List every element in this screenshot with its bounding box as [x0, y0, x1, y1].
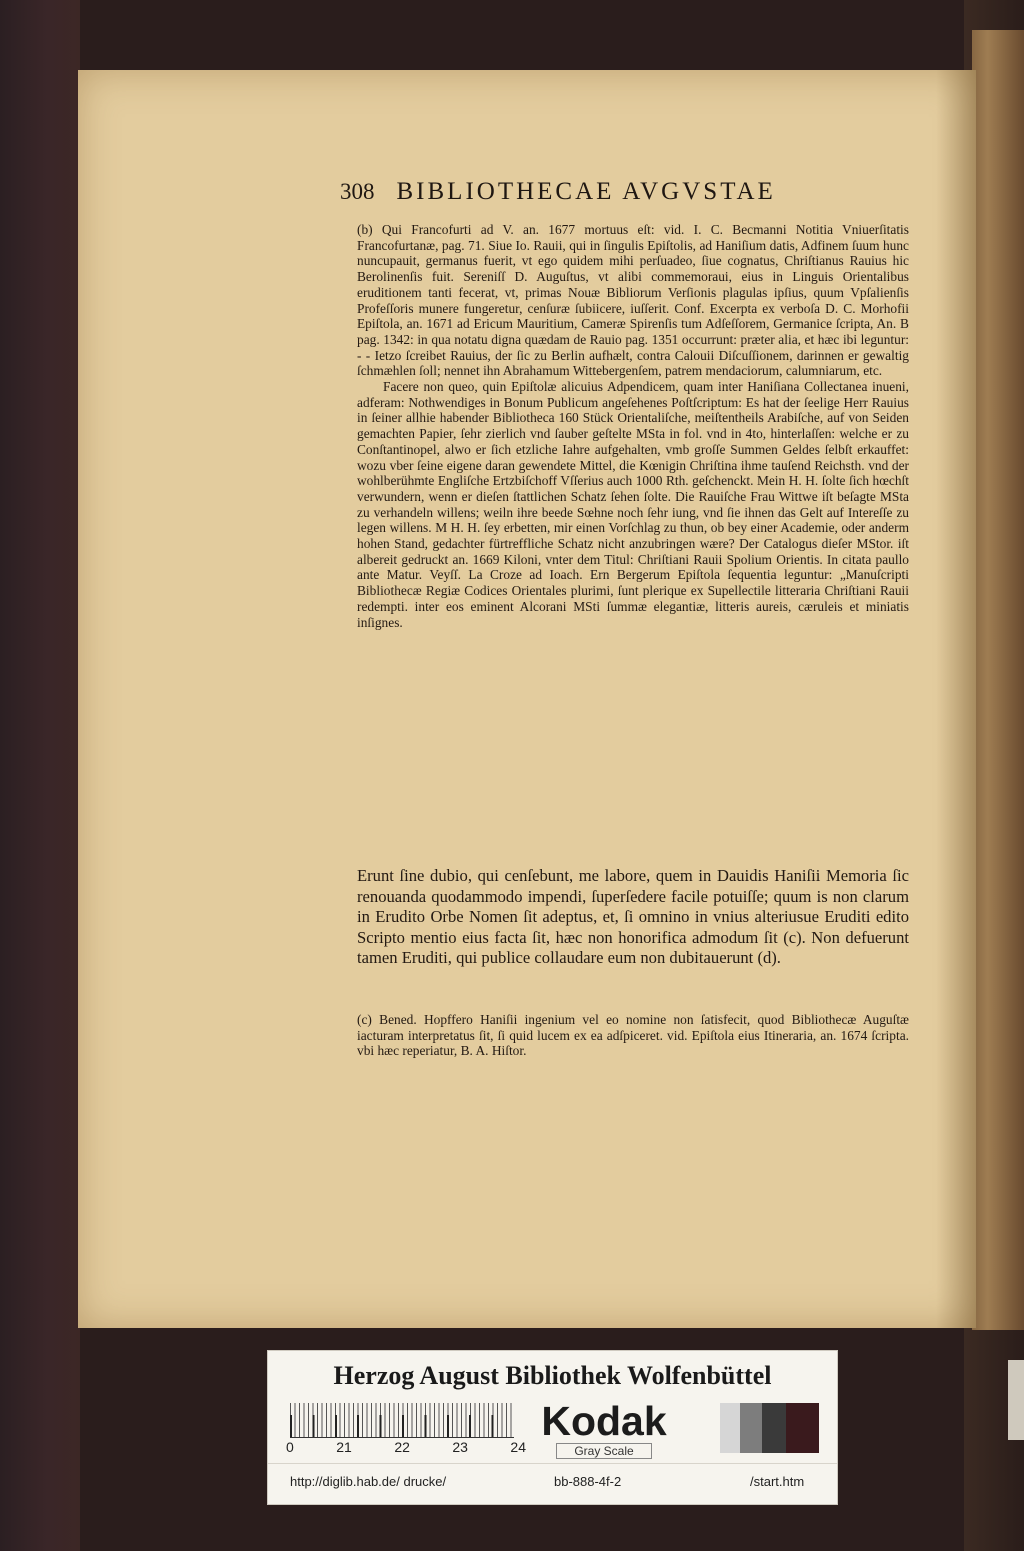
library-name: Herzog August Bibliothek Wolfenbüttel [333, 1361, 772, 1390]
file-identifier: bb-888-4f-2 [554, 1474, 622, 1489]
url-suffix: /start.htm [750, 1474, 805, 1489]
ruler-label: 24 [510, 1439, 526, 1455]
main-text-paragraph: Erunt ſine dubio, qui cenſebunt, me labore, quem in Dauidis Haniſii Memoria ſic renouanda quodammodo impendi, ſuperſedere facile potuiſſe; quum is non clarum in Erudito Orbe Nomen ſit adeptus, et, ſi omnino in vnius alteriusue Eruditi edito Scripto mentio eius facta ſit, hæc non honorifica admodum ſit (c). Non defuerunt tamen Eruditi, qui publice collaudare eum non dubitauerunt (d). [357, 866, 909, 967]
library-scan-label [267, 1350, 838, 1505]
right-edge-tab [1008, 1360, 1024, 1440]
footnote-c: (c) Bened. Hopffero Haniſii ingenium vel eo nomine non ſatisfecit, quod Bibliothecæ Auguſtæ iacturam interpretatus ſit, ſi quid lucem ex ea adſpiceret. vid. Epiſtola eius Itineraria, an. 1674 ſcripta. vbi hæc reperiatur, B. A. Hiſtor. [357, 1012, 909, 1059]
kodak-logo-block [534, 1398, 674, 1458]
ruler-label: 0 [286, 1439, 294, 1455]
footnote-b [357, 222, 909, 630]
kodak-logo: Kodak [541, 1398, 667, 1444]
gray-scale-label: Gray Scale [556, 1443, 652, 1459]
label-divider [268, 1463, 837, 1464]
gray-swatch-mid [740, 1403, 762, 1453]
measurement-ruler [290, 1403, 514, 1438]
label-footer [268, 1467, 837, 1497]
adjacent-page-edge [972, 30, 1024, 1330]
ruler-scale-labels [286, 1439, 526, 1455]
footnote-b-paragraph-1: (b) Qui Francofurti ad V. an. 1677 mortuus eſt: vid. I. C. Becmanni Notitia Vniuerſitatis Francofurtanæ, pag. 71. Siue Io. Rauii, qui in ſingulis Epiſtolis, ad Haniſium datis, Adfinem ſuum hunc nuncupauit, germanus fuerit, vt ego quidem mihi perſuadeo, ſiue cognatus, Chriſtianus Rauius hic Berolinenſis fuit. Sereniſſ D. Auguſtus, vt alibi commemoraui, eius in Linguis Orientalibus eruditionem tanti fecerat, vt, primas Nouæ Bibliorum Verſionis plagulas ipſius, quum Vpſalienſis Profeſſoris munere fungeretur, cenſuræ ſubiicere, iuſſerit. Conf. Excerpta ex verboſa D. C. Morhofii Epiſtola, an. 1671 ad Ericum Mauritium, Cameræ Spirenſis tum Adſeſſorem, Germanice ſcripta, An. B pag. 1342: in qua notatu digna quædam de Rauio pag. 1351 occurrunt: præter alia, et hæc ibi leguntur: - - Ietzo ſcreibet Rauius, der ſic zu Berlin aufhælt, contra Calouii Diſcuſſionem, darinnen er gewaltig ſchmæhlen ſoll; nennet ihn Abrahamum Wittebergenſem, patrem mendaciorum, calumniarum, etc. [357, 222, 909, 379]
gray-swatch-dark [762, 1403, 786, 1453]
color-swatch-maroon [786, 1403, 819, 1453]
url-base: http://diglib.hab.de/ drucke/ [290, 1474, 447, 1489]
ruler-label: 23 [452, 1439, 468, 1455]
running-head [340, 178, 900, 212]
gray-swatch-light [720, 1403, 740, 1453]
dark-background-left [0, 0, 80, 1551]
ruler-label: 21 [336, 1439, 352, 1455]
running-title: BIBLIOTHECAE AVGVSTAE [396, 178, 776, 205]
page-number: 308 [340, 179, 375, 204]
ruler-label: 22 [394, 1439, 410, 1455]
footnote-b-paragraph-2: Facere non queo, quin Epiſtolæ alicuius Adpendicem, quam inter Haniſiana Collectanea inueni, adferam: Nothwendiges in Bonum Publicum angeſehenes Poſtſcriptum: Es hat der ſeelige Herr Rauius in ſeiner allhie habender Bibliotheca 160 Stück Orientaliſche, meiſtentheils Arabiſche, auf von Seiden gemachten Papier, ſehr zierlich vnd ſauber geſtelte MSta in fol. vnd in 4to, hinterlaſſen: welche er zu Conſtantinopel, alwo er ſich etzliche Iahre aufgehalten, vmb groſſe Summen Geldes ſelbſt erkauffet: wozu vber ſeine eigene daran gewendete Mittel, die Kœnigin Chriſtina ihme tauſend Reichsth. vnd der wohlberühmte Engliſche Ertzbiſchoff Vſſerius auch 1000 Rth. geſchenckt. Mein H. H. ſolte ſich hœchſt verwundern, wenn er dieſen ſtattlichen Schatz ſehen ſolte. Die Rauiſche Frau Wittwe iſt beſagte MSta zu verhandeln willens; weiln ihre beede Sœhne noch ſehr iung, vnd ſie ihnen das Gelt auf Intereſſe zu legen willens. M H. H. ſey erbetten, mir einen Vorſchlag zu thun, ob bey einer Academie, oder anderm hohen Stand, gedachter fürtreffliche Schatz nicht anzubringen wære? Der Catalogus dieſer MStor. iſt albereit gedruckt an. 1669 Kiloni, vnter dem Titul: Chriſtiani Rauii Spolium Orientis. In citata paullo ante Matur. Veyſſ. La Croze ad Ioach. Ern Bergerum Epiſtola ſequentia leguntur: „Manuſcripti Bibliothecæ Regiæ Codices Orientales plurimi, ſunt plerique ex Supellectile litteraria Chriſtiani Rauii redempti. inter eos eminent Alcorani MSti ſummæ elegantiæ, litteris aureis, cæruleis et miniatis inſignes. [357, 379, 909, 630]
